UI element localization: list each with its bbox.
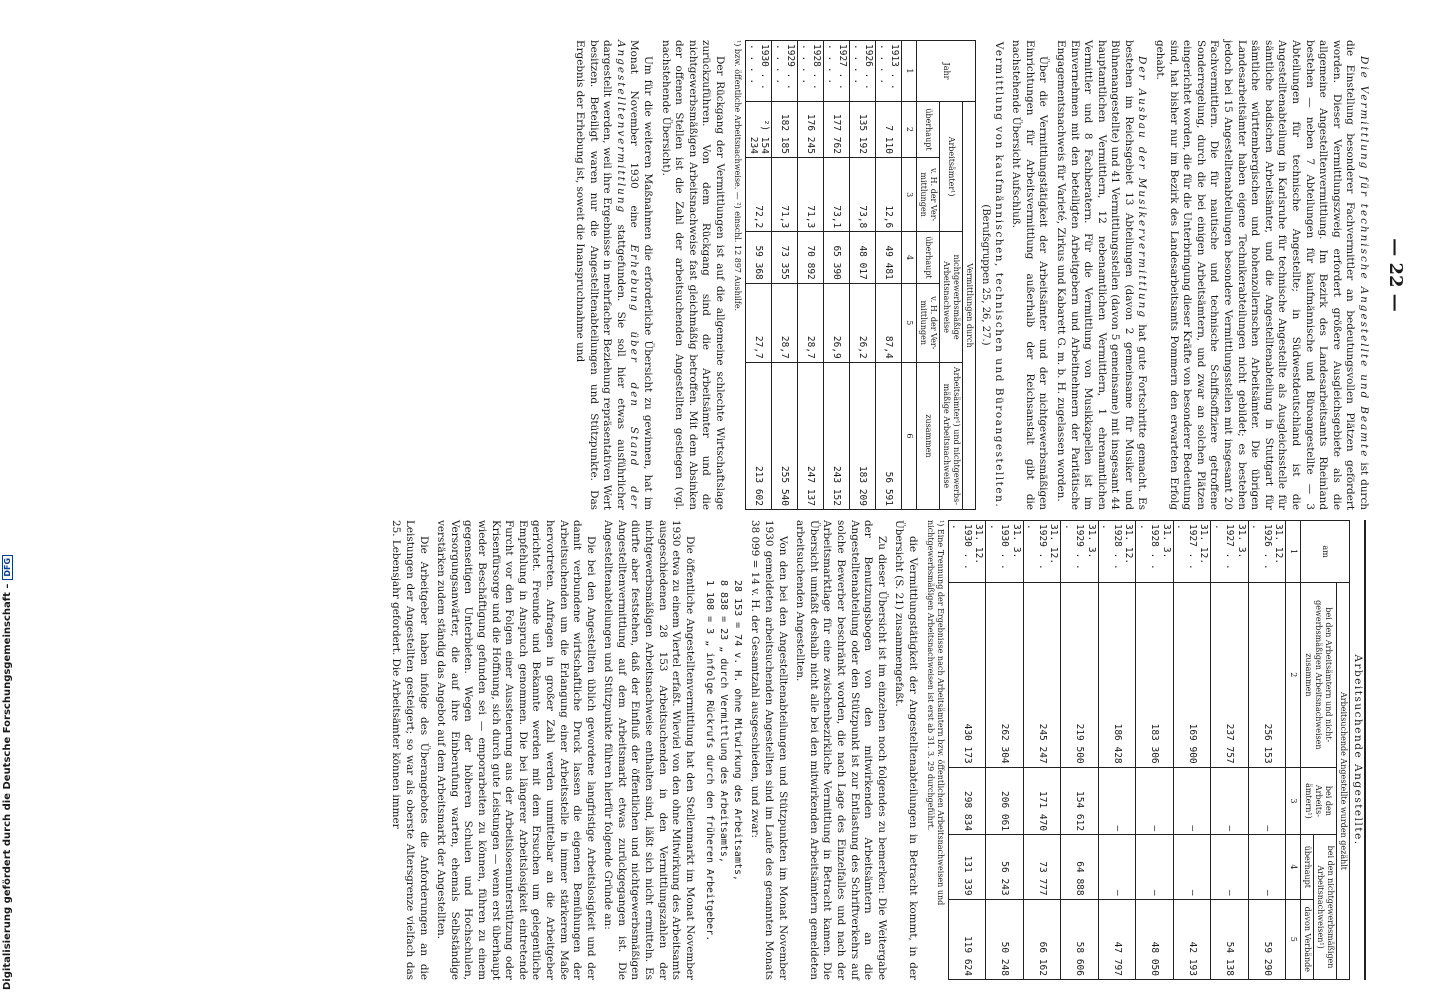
jobseekers-table	[948, 520, 1350, 980]
cell-value: 66 162	[1024, 899, 1062, 979]
cell-value: 219 500	[1061, 583, 1099, 768]
text-musicians: hat gute Fortschritte gemacht. Es bestehen im Reichsgebiet 13 Abteilungen (davon 2 gemeinsame für Musiker und Bühnenangestellte) und 41 Vermittlungsstellen (davon 5 gemeinsame) mit insgesamt 44 hauptamtlichen Vermittlern, 12 nebenamtlichen Vermittlern, 1 ehrenamtlichen Vermittler und 8 Fachberatern. Für die Vermittlung von Musikkapellen ist im Einvernehmen mit den beteiligten Arbeitgebern und Arbeitnehmern der Paritätische Engagementsnachweis für Varieté, Zirkus und Kabarett G. m. b. H. zugelassen worden.	[1054, 40, 1149, 510]
cell-value: 73 355	[772, 232, 798, 284]
cell-date: 31. 3. 1928 . . .	[1136, 521, 1174, 583]
column-number-row	[902, 41, 917, 510]
cell-date: 31. 3. 1929 . . .	[1061, 521, 1099, 583]
table-row	[824, 41, 850, 510]
cell-value: 47 797	[1099, 899, 1137, 979]
table-title-placements: Vermittlung von kaufmännischen, technischen und Büroangestellten.	[992, 41, 1005, 509]
cell-value: 169 900	[1174, 583, 1212, 768]
cell-value: 64 888	[1061, 835, 1099, 900]
cell-value: —	[1099, 767, 1137, 834]
cell-value: 27,7	[746, 283, 772, 362]
cell-value: —	[1249, 835, 1287, 900]
table-row	[876, 41, 902, 510]
cell-date: 31. 3. 1927 . . .	[1211, 521, 1249, 583]
breakdown-list	[702, 580, 744, 980]
cell-value: —	[1099, 835, 1137, 900]
cell-value: 255 540	[772, 362, 798, 509]
cell-value: 56 591	[876, 362, 902, 509]
cell-value: 154 612	[1061, 767, 1099, 834]
cell-value: 135 192	[850, 101, 876, 157]
paragraph-november: Von den bei den Angestelltenabteilungen und Stützpunkten im Monat November 1930 gemeldeten arbeitsuchenden Angestellten sind im Laufe des genannten Monats 38 099 = 14 v. H. der Gesamtzahl ausgeschieden, und zwar:	[749, 520, 789, 980]
cell-value: 12,6	[876, 157, 902, 231]
col-header-pct-a: v. H. der Vermittlungen	[916, 157, 939, 231]
cell-value: 26,2	[850, 283, 876, 362]
cell-value: 48 050	[1136, 899, 1174, 979]
cell-value: —	[1211, 767, 1249, 834]
cell-value: 183 306	[1136, 583, 1174, 768]
col-number: 1	[1286, 521, 1301, 583]
col-header-pct-n: v. H. der Vermittlungen	[916, 283, 939, 362]
cell-value: 28,7	[772, 283, 798, 362]
cell-year: 1926 . . . . . .	[850, 41, 876, 102]
col-header-labour-offices: Arbeitsämter¹)	[939, 101, 962, 231]
col-header-combined: bei den Arbeitsämtern und nichtgewerbsmäßigen Arbeitsnachweisen zusammen	[1301, 583, 1337, 768]
cell-value: 59 290	[1249, 899, 1287, 979]
col-number: 2	[1286, 583, 1301, 768]
breakdown-line: 28 153 = 74 v. H. ohne Mitwirkung des Arbeitsamts,	[731, 580, 743, 882]
paragraph-remarks: Zu dieser Übersicht ist im einzelnen noch folgendes zu bemerken: Die Weitergabe der Benutzungsbogen von den mitwirkenden Arbeitsämtern an die Angestelltenabteilung oder den Stützpunkt ist zur Entlastung des Schriftverkehrs auf solche Bewerber beschränkt worden, die nach Lage des Einzelfalles und nach der Arbeitsmarktlage für eine zwischenbezirkliche Vermittlung in Betracht kamen. Die Übersicht umfaßt deshalb nicht alle bei den mitwirkenden Arbeitsämtern gemeldeten arbeitsuchenden Angestellten.	[794, 520, 888, 980]
cell-value: 26,9	[824, 283, 850, 362]
footnote-jobseekers: ¹) Eine Trennung der Ergebnisse nach Arbeitsämtern bzw. öffentlichen Arbeitsnachweisen und nichtgewerbsmäßigen Arbeitsnachweisen ist erst ab 31. 3. 29 durchgeführt.	[926, 520, 945, 906]
right-column	[0, 520, 1370, 980]
cell-value: 131 339	[949, 835, 987, 900]
col-header-total-n: überhaupt	[916, 232, 939, 284]
table-row	[746, 41, 772, 510]
cell-value: 73,8	[850, 157, 876, 231]
cell-value: 48 017	[850, 232, 876, 284]
col-number: 3	[902, 157, 917, 231]
breakdown-line: 1 108 = 3 „ infolge Rückrufs durch den früheren Arbeitgeber.	[703, 580, 715, 942]
table-title-jobseekers: Arbeitsuchende Angestellte.	[1352, 520, 1366, 980]
cell-date: 31. 12. 1928 . . .	[1099, 521, 1137, 583]
cell-value: 65 390	[824, 232, 850, 284]
cell-value: 71,3	[772, 157, 798, 231]
table-row	[1174, 521, 1212, 980]
table-row	[1249, 521, 1287, 980]
cell-value: —	[1136, 835, 1174, 900]
cell-value: 206 061	[986, 767, 1024, 834]
lead-survey: Erhebung über den Stand der Angestelltenvermittlung	[614, 40, 641, 510]
col-header-year: Jahr	[916, 41, 975, 102]
cell-value: 70 892	[798, 232, 824, 284]
cell-value: 247 137	[798, 362, 824, 509]
paragraph-technical-employees	[1153, 40, 1371, 510]
cell-value: —	[1211, 835, 1249, 900]
page-number: — 22 —	[1385, 238, 1406, 312]
table-row	[986, 521, 1024, 980]
text-survey-a: Um für die weiteren Maßnahmen die erforderliche Übersicht zu gewinnen, hat im Monat November 1930 eine	[628, 40, 655, 510]
cell-value: 183 209	[850, 362, 876, 509]
cell-value: —	[1174, 835, 1212, 900]
cell-value: 42 193	[1174, 899, 1212, 979]
col-number: 5	[1286, 899, 1301, 979]
paragraph-overview: Über die Vermittlungstätigkeit der Arbeitsämter und der nichtgewerbsmäßigen Einrichtungen für Arbeitsvermittlung außerhalb der Reichsanstalt gibt die nachstehende Übersicht Aufschluß.	[1010, 40, 1050, 510]
col-header-counted: Arbeitsuchende Angestellte wurden gezählt	[1337, 583, 1350, 980]
cell-value: 7 110	[876, 101, 902, 157]
cell-value: 176 245	[798, 101, 824, 157]
dfg-logo: DFG	[2, 555, 13, 580]
placements-table	[745, 40, 976, 510]
text-survey-b: stattgefunden. Sie soll hier etwas ausführlicher dargestellt werden, weil ihre Ergebnisse in mehrfacher Beziehung repräsentativen Wert besitzen. Beteiligt waren nur die Angestelltenabteilungen und Stützpunkte. Das Ergebnis der Erhebung ist, soweit die Inanspruchnahme und	[574, 40, 627, 510]
paragraph-public-placement: Die öffentliche Angestelltenvermittlung hat den Stellenmarkt im Monat November 1930 etwa zu einem Viertel erfaßt. Wieviel von den ohne Mitwirkung des Arbeitsamts ausgeschiedenen 28 153 Arbeitsuchenden in den Vermittlungszahlen der nichtgewerbsmäßigen Arbeitsnachweise enthalten sind, läßt sich nicht ermitteln. Es dürfte aber feststehen, daß der Einfluß der öffentlichen und nichtgewerbsmäßigen Angestelltenvermittlung auf dem Arbeitsmarkt etwas zurückgegangen ist. Die Angestelltenabteilungen und Stützpunkte führen hierfür folgende Gründe an:	[602, 520, 696, 980]
col-header-labour-offices: bei den Arbeitsämtern¹)	[1301, 767, 1337, 834]
cell-date: 31. 12. 1930 . . .	[949, 521, 987, 583]
col-number: 4	[902, 232, 917, 284]
cell-value: 298 834	[949, 767, 987, 834]
cell-value: 49 481	[876, 232, 902, 284]
col-header-nonprofit-agencies: bei den nichtgewerbsmäßigen Arbeitsnachweisen¹)	[1314, 835, 1337, 980]
lead-technical-employees: Die Vermittlung für technische Angestellte und Beamte	[1358, 56, 1370, 459]
cell-year: 1928 . . . . . .	[798, 41, 824, 102]
col-header-date: am	[1301, 521, 1350, 583]
cell-value: —	[1249, 767, 1287, 834]
col-number: 1	[902, 41, 917, 102]
cell-date: 31. 3. 1930 . . .	[986, 521, 1024, 583]
cell-value: 58 606	[1061, 899, 1099, 979]
table-row	[798, 41, 824, 510]
cell-value: 87,4	[876, 283, 902, 362]
cell-value: 213 602	[746, 362, 772, 509]
cell-value: 177 762	[824, 101, 850, 157]
cell-value: —	[1174, 767, 1212, 834]
cell-value: 262 304	[986, 583, 1024, 768]
cell-value: 28,7	[798, 283, 824, 362]
breakdown-line: 8 838 = 23 „ durch Vermittlung des Arbeitsamts,	[717, 580, 729, 863]
col-number: 6	[902, 362, 917, 509]
cell-date: 31. 12. 1929 . . .	[1024, 521, 1062, 583]
table-row	[1099, 521, 1137, 980]
paragraph-activity: die Vermittlungstätigkeit der Angestelltenabteilungen in Betracht kommt, in der Übersicht (S. 21) zusammengefaßt.	[893, 520, 919, 980]
cell-value: 73,1	[824, 157, 850, 231]
col-header-combined-label: Arbeitsämter¹) und nichtgewerbsmäßige Arbeitsnachweise	[939, 362, 962, 509]
cell-value: 119 624	[949, 899, 987, 979]
cell-value: 243 152	[824, 362, 850, 509]
col-header-associations: davon Verbände	[1301, 899, 1314, 979]
table-row	[1136, 521, 1174, 980]
cell-value: —	[1136, 767, 1174, 834]
cell-value: 186 428	[1099, 583, 1137, 768]
cell-value: 56 243	[986, 835, 1024, 900]
col-header-nonprofit-agencies: nichtgewerbsmäßige Arbeitsnachweise	[939, 232, 962, 363]
cell-value: 256 153	[1249, 583, 1287, 768]
table-row	[850, 41, 876, 510]
footnote-placements: ¹) bzw. öffentliche Arbeitsnachweise. — ²) einschl. 12 897 Aushilfe.	[733, 40, 743, 312]
col-header-total-a: überhaupt	[916, 101, 939, 157]
cell-year: 1930 . . . . . .	[746, 41, 772, 102]
cell-value: 59 368	[746, 232, 772, 284]
table-row	[1024, 521, 1062, 980]
col-header-combined: zusammen	[916, 362, 939, 509]
cell-value: 245 247	[1024, 583, 1062, 768]
cell-value: 50 248	[986, 899, 1024, 979]
col-number: 5	[902, 283, 917, 362]
cell-year: 1913 . . . . . .	[876, 41, 902, 102]
table-row	[1061, 521, 1099, 980]
cell-date: 31. 12. 1926 . . .	[1249, 521, 1287, 583]
digitization-credit	[2, 0, 16, 1000]
table-row	[949, 521, 987, 980]
left-column	[0, 40, 1370, 510]
cell-value: 71,3	[798, 157, 824, 231]
cell-value: 54 138	[1211, 899, 1249, 979]
paragraph-decline: Der Rückgang der Vermittlungen ist auf die allgemeine schlechte Wirtschaftslage zurückzuführen. Von dem Rückgang sind die Arbeitsämter und die nichtgewerbsmäßigen Arbeitsnachweise fast gleichmäßig betroffen. Mit dem Absinken der offenen Stellen ist die Zahl der arbeitsuchenden Angestellten gestiegen (vgl. nachstehende Übersicht).	[659, 40, 727, 510]
credit-text: Digitalisierung gefördert durch die Deutsche Forschungsgemeinschaft –	[2, 583, 13, 990]
table-row	[1211, 521, 1249, 980]
table-row	[772, 41, 798, 510]
col-number: 3	[1286, 767, 1301, 834]
text-technical-employees: ist durch die Einstellung besonderer Fachvermittler an bedeutungsvollen Plätzen gefördert worden. Dieser Vermittlungszweig erfordert größere Ausgleichsgebiete als die allgemeine Angestelltenvermittlung. Im Bezirk des Landesarbeitsamts Rheinland bestehen — neben 7 Abteilungen für kaufmännische und Büroangestellte — 3 Abteilungen für technische Angestellte; in Südwestdeutschland ist die Angestelltenabteilung in Karlsruhe für technische Angestellte als Ausgleichsstelle für sämtliche badischen Arbeitsämter, und die Angestelltenabteilung in Stuttgart für sämtliche württembergischen und hohenzollernschen Arbeitsämter. Die übrigen Landesarbeitsämter haben eigene Technikerabteilungen nicht gebildet; es bestehen jedoch bei 15 Angestelltenabteilungen besondere Vermittlungsstellen mit insgesamt 20 Fachvermittlern. Die für nautische und technische Schiffsoffiziere getroffene Sonderregelung, durch die bei einigen Arbeitsämtern, und zwar an solchen Plätzen eingerichtet worden, die für die Unterbringung dieser Kräfte von besonderer Bedeutung sind, hat bisher nur im Bezirk des Landesarbeitsamts Pommern den erwarteten Erfolg gehabt.	[1154, 40, 1370, 510]
cell-value: 73 777	[1024, 835, 1062, 900]
col-number: 4	[1286, 835, 1301, 900]
cell-year: 1929 . . . . . .	[772, 41, 798, 102]
table-subtitle-placements: (Berufsgruppen 25, 26, 27.)	[979, 204, 991, 346]
col-header-total: überhaupt	[1301, 835, 1314, 900]
cell-value: 72,2	[746, 157, 772, 231]
col-number: 2	[902, 101, 917, 157]
cell-value: ²) 154 234	[746, 101, 772, 157]
cell-value: 430 173	[949, 583, 987, 768]
col-header-placements-by: Vermittlungen durch	[962, 101, 975, 509]
column-number-row	[1286, 521, 1301, 980]
cell-date: 31. 12. 1927 . . .	[1174, 521, 1212, 583]
cell-value: 171 470	[1024, 767, 1062, 834]
cell-value: 182 185	[772, 101, 798, 157]
paragraph-reasons: Die bei den Angestellten üblich gewordene langfristige Arbeitslosigkeit und der damit verbundene wirtschaftliche Druck lassen die eigenen Bemühungen der Arbeitsuchenden um die Erlangung einer Arbeitsstelle in immer stärkerem Maße hervortreten. Anfragen in großer Zahl werden unmittelbar an die Arbeitgeber gerichtet. Freunde und Bekannte werden mit dem Ersuchen um gelegentliche Empfehlung in Anspruch genommen. Die bei längerer Arbeitslosigkeit eintretende Furcht vor den Folgen einer Aussteuerung aus der Arbeitslosenunterstützung oder Krisenfürsorge und die Hoffnung, sich durch gute Leistungen — wenn erst überhaupt wieder Beschäftigung gefunden sei — emporarbeiten zu können, führen zu einem gegenseitigen Unterbieten. Wegen der höheren Schulen und Hochschulen, Versorgungsanwärter, die auf ihre Einberufung warten, ehemals Selbständige verstärken zudem ständig das Angebot auf dem Arbeitsmarkt der Angestellten.	[435, 520, 597, 980]
paragraph-musicians	[1053, 40, 1148, 510]
cell-value: 237 757	[1211, 583, 1249, 768]
paragraph-survey	[573, 40, 655, 510]
lead-musicians: Der Ausbau der Musikervermittlung	[1136, 56, 1149, 320]
paragraph-employers: Die Arbeitgeber haben infolge des Überangebotes die Anforderungen an die Leistungen der Angestellten gesteigert; so war als oberste Altersgrenze vielfach das 25. Lebensjahr gefordert. Die Arbeitsämter können immer	[390, 520, 430, 980]
cell-year: 1927 . . . . . .	[824, 41, 850, 102]
